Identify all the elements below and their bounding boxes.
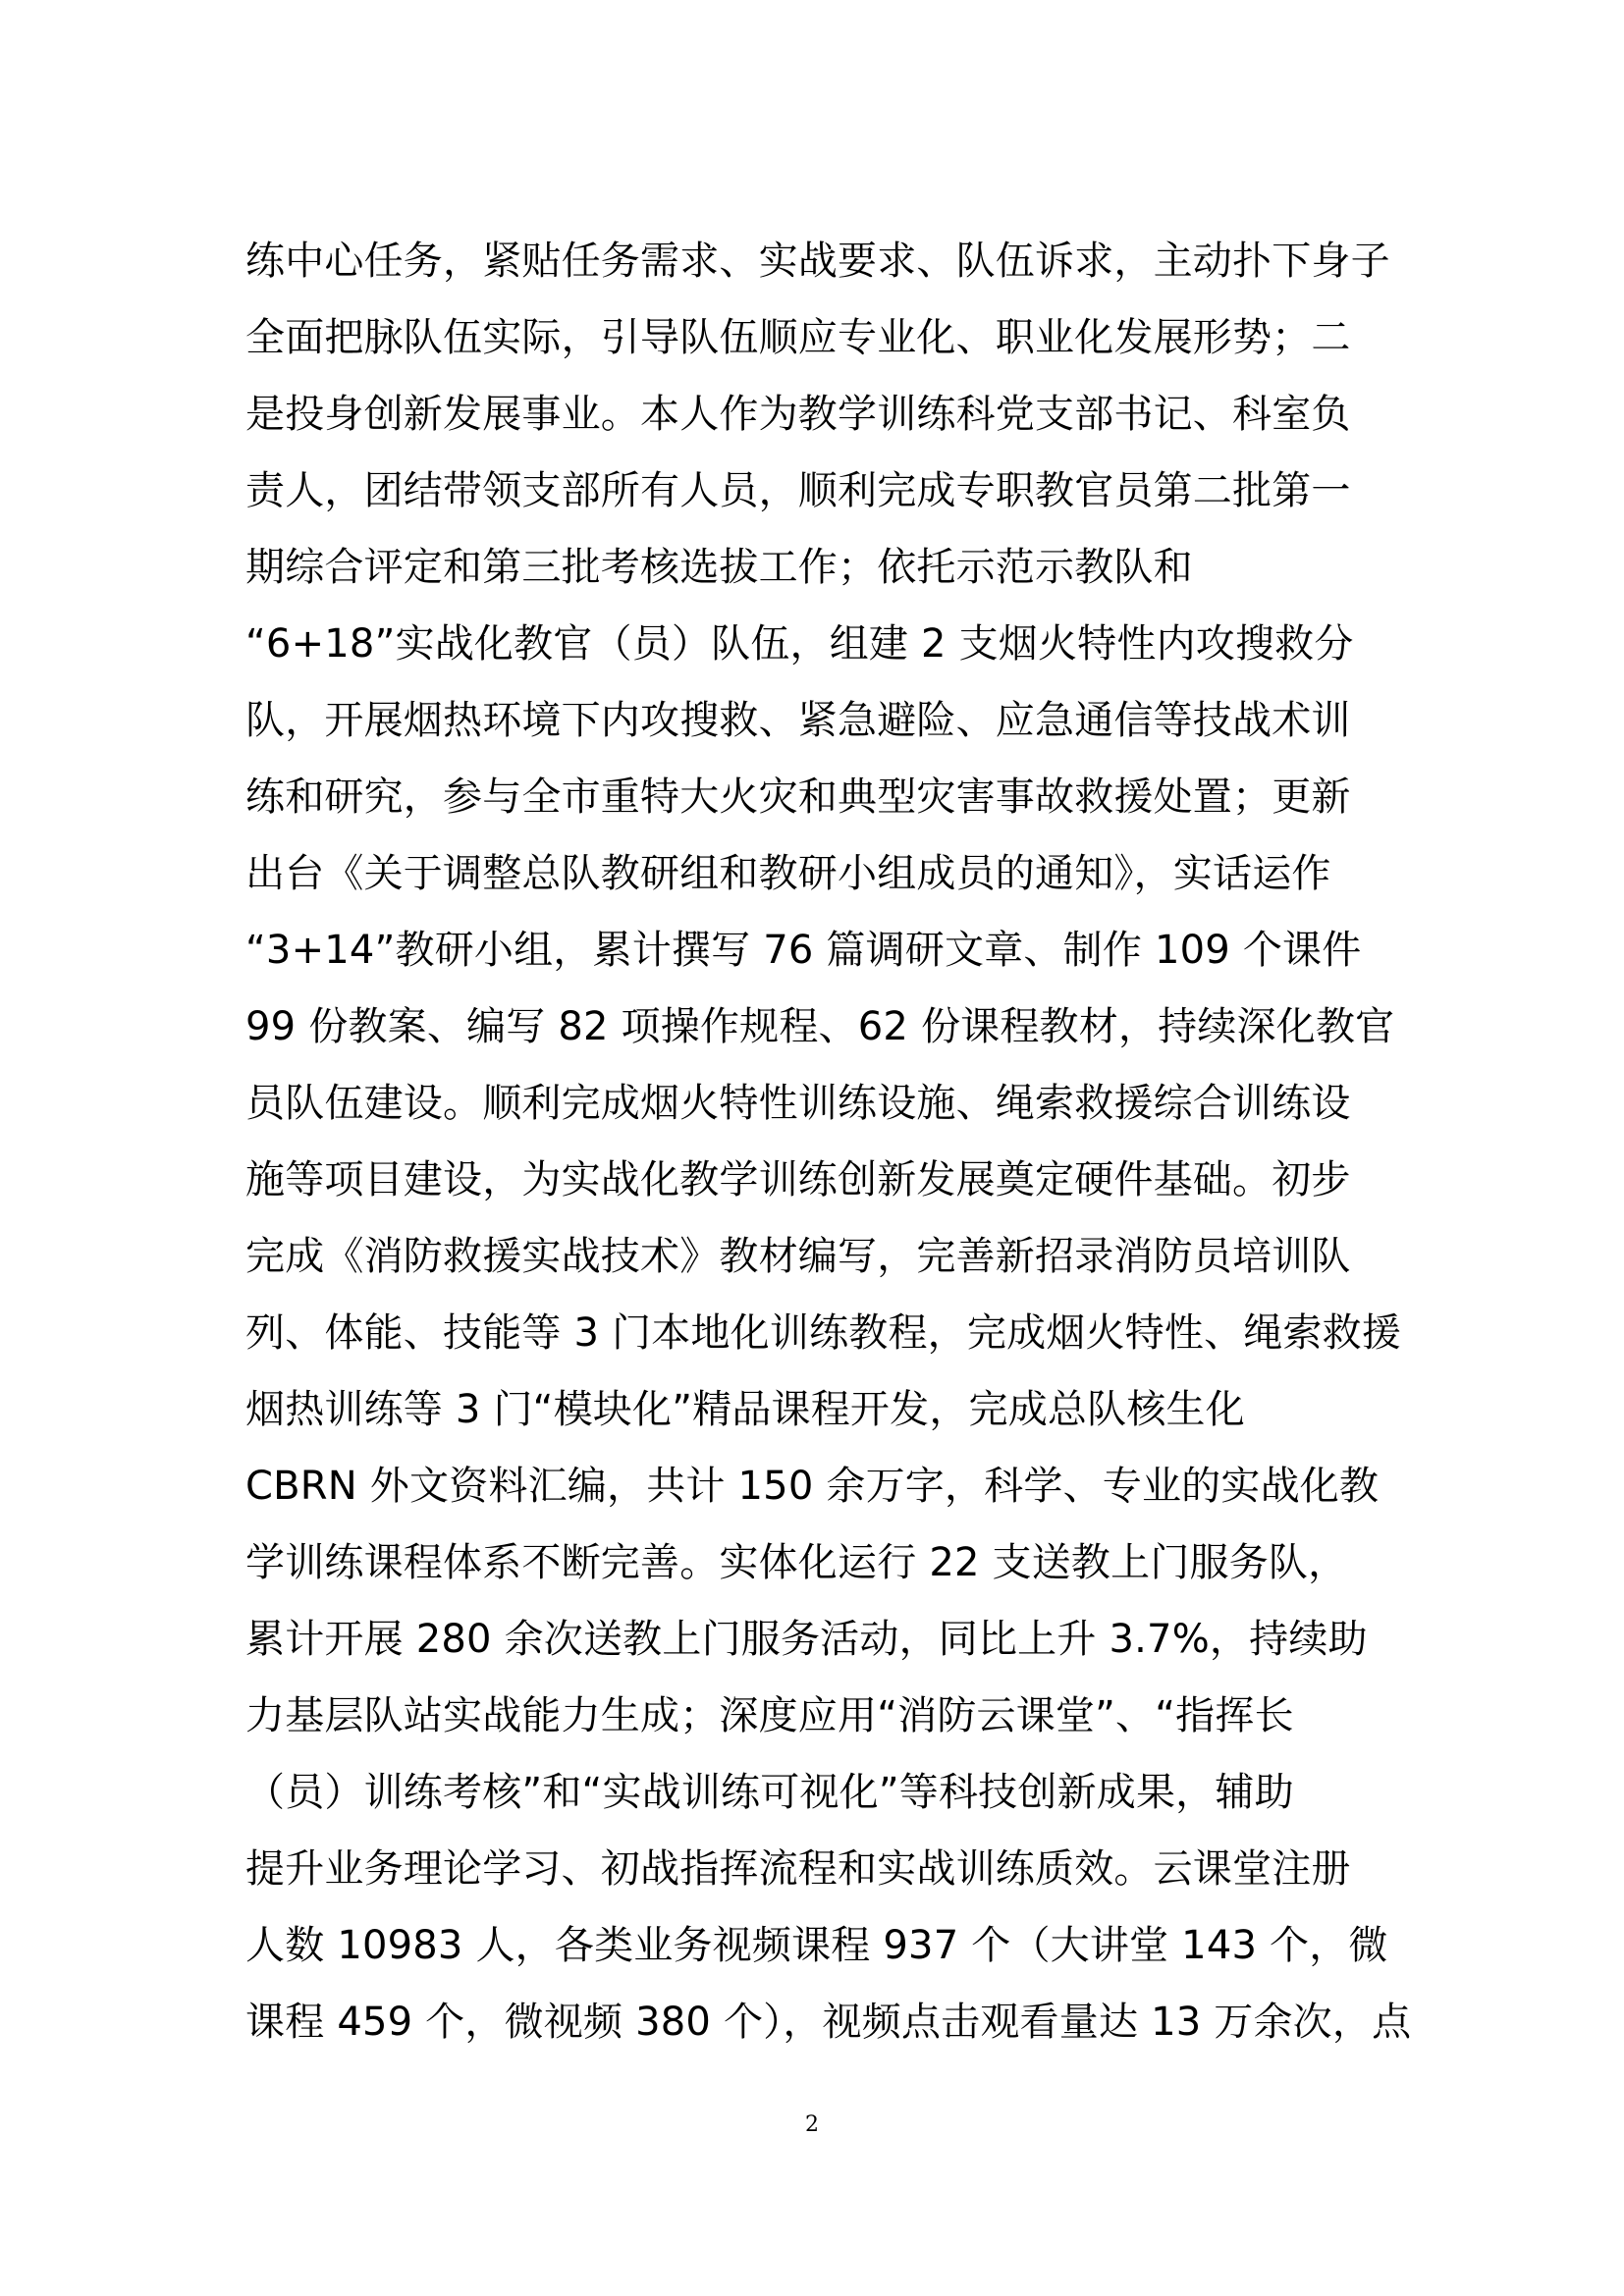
text-line-18: 学训练课程体系不断完善。实体化运行 22 支送教上门服务队， [245,1540,1348,1585]
text-line-14: 完成《消防救援实战技术》教材编写，完善新招录消防员培训队 [245,1234,1351,1279]
text-line-1: 练中心任务，紧贴任务需求、实战要求、队伍诉求，主动扑下身子 [245,239,1390,284]
text-line-9: 出台《关于调整总队教研组和教研小组成员的通知》，实话运作 [245,851,1331,896]
text-line-5: 期综合评定和第三批考核选拔工作；依托示范示教队和 [245,545,1193,590]
text-line-19: 累计开展 280 余次送教上门服务活动，同比上升 3.7%，持续助 [245,1617,1368,1662]
text-line-12: 员队伍建设。顺利完成烟火特性训练设施、绳索救援综合训练设 [245,1081,1351,1126]
text-line-13: 施等项目建设，为实战化教学训练创新发展奠定硬件基础。初步 [245,1157,1351,1202]
text-line-11: 99 份教案、编写 82 项操作规程、62 份课程教材，持续深化教官 [245,1004,1395,1049]
text-line-24: 课程 459 个，微视频 380 个），视频点击观看量达 13 万余次，点 [245,2000,1412,2045]
text-line-3: 是投身创新发展事业。本人作为教学训练科党支部书记、科室负 [245,392,1351,437]
text-line-10: “3+14”教研小组，累计撰写 76 篇调研文章、制作 109 个课件 [245,928,1362,973]
page-number: 2 [805,2112,819,2137]
text-line-6: “6+18”实战化教官（员）队伍，组建 2 支烟火特性内攻搜救分 [245,621,1354,667]
text-line-4: 责人，团结带领支部所有人员，顺利完成专职教官员第二批第一 [245,468,1351,513]
body-paragraph [245,223,1412,2060]
text-line-23: 人数 10983 人，各类业务视频课程 937 个（大讲堂 143 个，微 [245,1923,1388,1968]
text-line-17: CBRN 外文资料汇编，共计 150 余万字，科学、专业的实战化教 [245,1464,1380,1509]
text-line-21: （员）训练考核”和“实战训练可视化”等科技创新成果，辅助 [245,1770,1294,1815]
text-line-2: 全面把脉队伍实际，引导队伍顺应专业化、职业化发展形势；二 [245,315,1351,360]
text-line-16: 烟热训练等 3 门“模块化”精品课程开发，完成总队核生化 [245,1387,1245,1432]
text-line-15: 列、体能、技能等 3 门本地化训练教程，完成烟火特性、绳索救援 [245,1310,1402,1356]
text-line-20: 力基层队站实战能力生成；深度应用“消防云课堂”、“指挥长 [245,1693,1294,1738]
text-line-8: 练和研究，参与全市重特大火灾和典型灾害事故救援处置；更新 [245,774,1351,820]
text-line-22: 提升业务理论学习、初战指挥流程和实战训练质效。云课堂注册 [245,1846,1351,1892]
text-line-7: 队，开展烟热环境下内攻搜救、紧急避险、应急通信等技战术训 [245,698,1351,743]
